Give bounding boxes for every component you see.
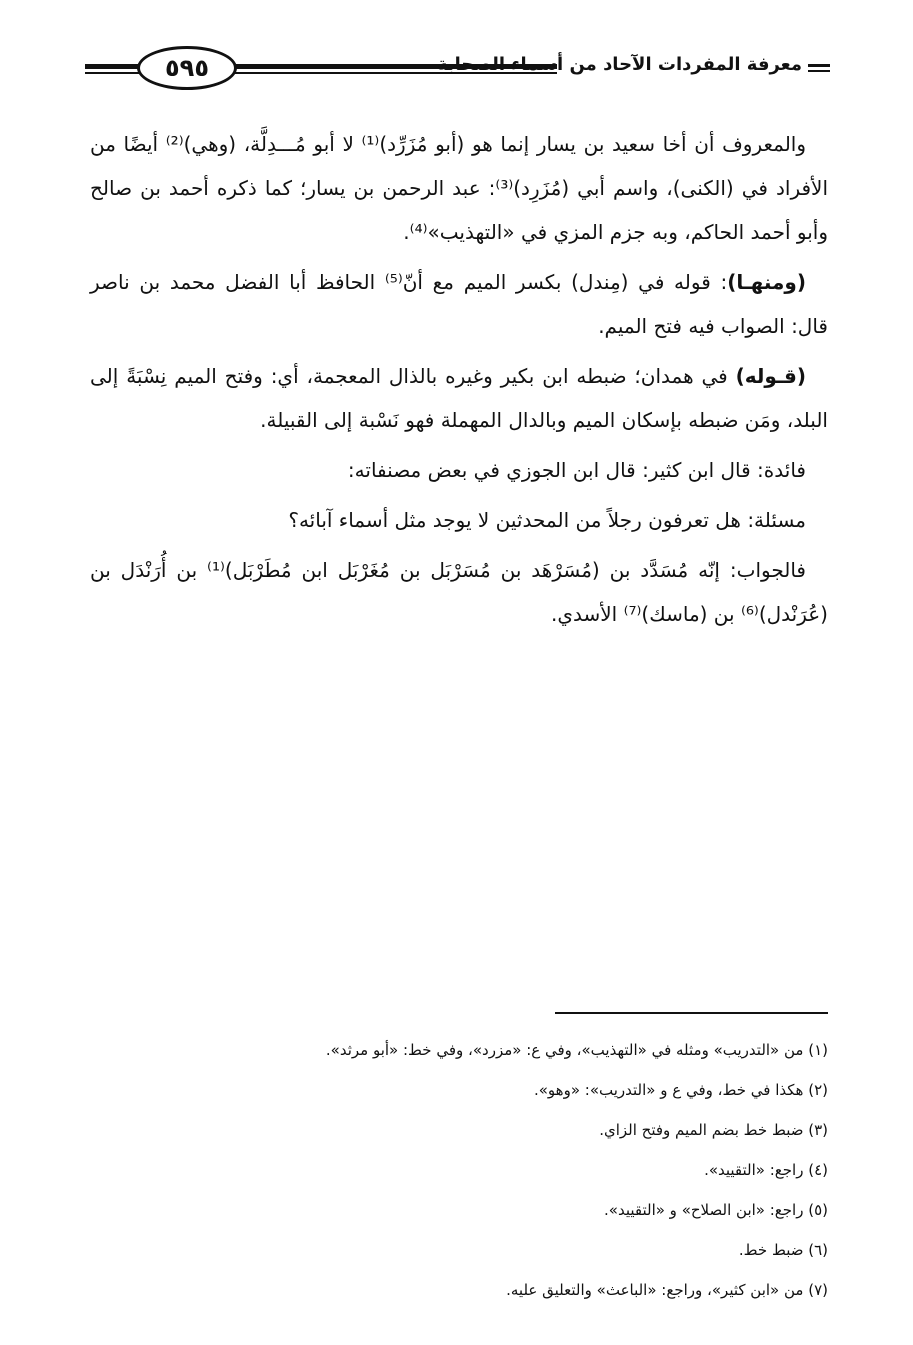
footnote-5: (٥) راجع: «ابن الصلاح» و «التقييد».: [604, 1201, 828, 1219]
footnote-2: (٢) هكذا في خط، وفي ع و «التدريب»: «وهو».: [533, 1081, 828, 1099]
paragraph-lead: (ومنهـا): [727, 270, 806, 294]
paragraph-text: والمعروف أن أخا سعيد بن يسار إنما هو (أبو مُزَرِّد)⁽¹⁾ لا أبو مُـــدِلَّة، (وهي)⁽²⁾ أيضًا من الأفراد في (الكنى)، واسم أبي (مُزَرِد)⁽³⁾: عبد الرحمن بن يسار؛ كما ذكره أحمد بن صالح وأبو أحمد الحاكم، وبه جزم المزي في «التهذيب»⁽⁴⁾.: [90, 132, 829, 244]
paragraph-text: فالجواب: إنّه مُسَدَّد بن (مُسَرْهَد بن مُسَرْبَل بن مُغَرْبَل ابن مُطَرْبَل)⁽¹⁾ بن أُرَنْدَل بن (عُرَنْدل)⁽⁶⁾ بن (ماسك)⁽⁷⁾ الأسدي.: [90, 558, 828, 626]
header-rule-right-thick: [808, 64, 830, 67]
header-rule-left-thin: [85, 72, 145, 74]
paragraph-6: [90, 548, 828, 636]
header-rule-left-thick: [85, 64, 145, 69]
footnote-separator: [555, 1012, 828, 1014]
footnote-6: (٦) ضبط خط.: [738, 1241, 828, 1259]
main-text: [90, 122, 828, 642]
paragraph-5: [90, 498, 828, 542]
footnote-1: (١) من «التدريب» ومثله في «التهذيب»، وفي ع: «مزرد»، وفي خط: «أبو مرثد».: [325, 1041, 828, 1059]
footnote-4: (٤) راجع: «التقييد».: [704, 1161, 828, 1179]
footnotes: [128, 1030, 828, 1310]
paragraph-3: [90, 354, 828, 442]
page-number-oval: [137, 46, 237, 90]
paragraph-4: [90, 448, 828, 492]
footnote-7: (٧) من «ابن كثير»، وراجع: «الباعث» والتعليق عليه.: [506, 1281, 828, 1299]
paragraph-text: مسئلة: هل تعرفون رجلاً من المحدثين لا يوجد مثل أسماء آبائه؟: [288, 508, 806, 532]
page-number: ٥٩٥: [165, 54, 209, 82]
paragraph-2: [90, 260, 828, 348]
paragraph-text: فائدة: قال ابن كثير: قال ابن الجوزي في بعض مصنفاته:: [347, 458, 806, 482]
paragraph-text: في همدان؛ ضبطه ابن بكير وغيره بالذال المعجمة، أي: وفتح الميم نِسْبَةً إلى البلد، ومَن ضبطه بإسكان الميم وبالدال المهملة فهو نَسْبة إلى القبيلة.: [90, 364, 828, 432]
running-title: معرفة المفردات الآحاد من أسماء الصحابة: [436, 54, 802, 75]
paragraph-lead: (قـوله): [735, 364, 806, 388]
paragraph-text: : قوله في (مِندل) بكسر الميم مع أنّ⁽⁵⁾ الحافظ أبا الفضل محمد بن ناصر قال: الصواب فيه فتح الميم.: [90, 270, 828, 338]
paragraph-1: [90, 122, 828, 254]
page-header: [85, 40, 830, 98]
header-rule-right-thin: [808, 70, 830, 72]
footnote-3: (٣) ضبط خط بضم الميم وفتح الزاي.: [599, 1121, 828, 1139]
